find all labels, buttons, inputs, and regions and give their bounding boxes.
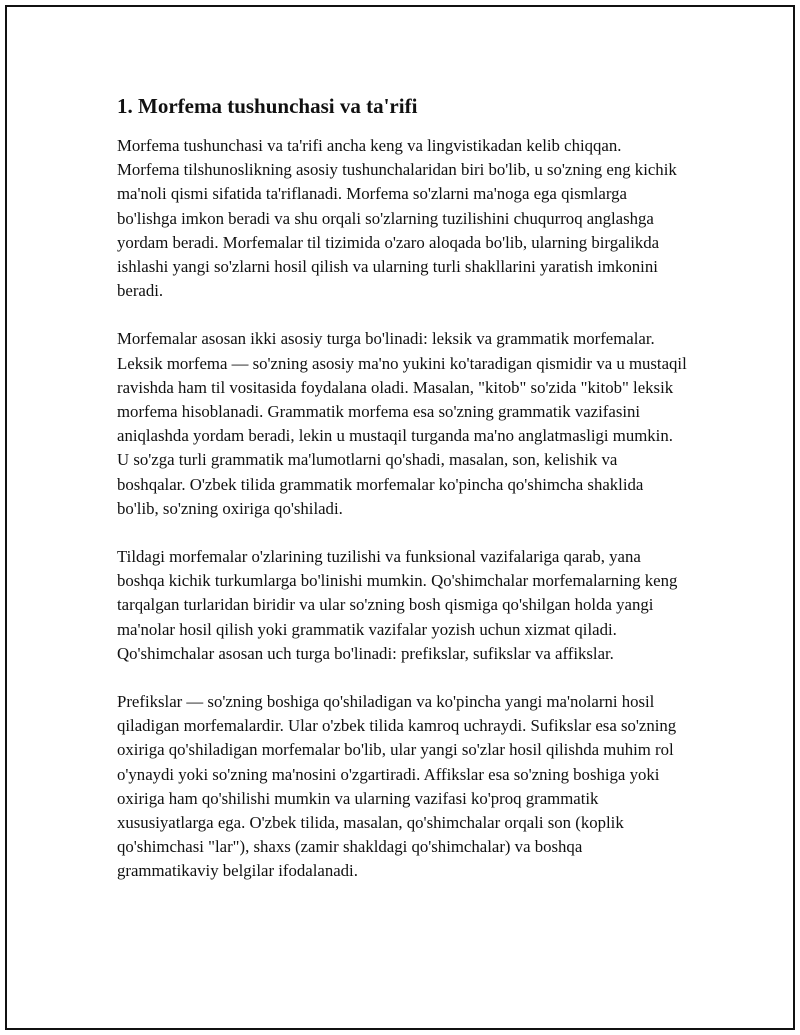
- section-heading: 1. Morfema tushunchasi va ta'rifi: [117, 94, 418, 118]
- paragraph-2: Morfemalar asosan ikki asosiy turga bo'linadi: leksik va grammatik morfemalar. Leksik morfema — so'zning asosiy ma'no yukini ko'taradigan qismidir va u mustaqil ravishda ham til vositasida foydalana oladi. Masalan, "kitob" so'zida "kitob" leksik morfema hisoblanadi. Grammatik morfema esa so'zning grammatik vazifasini aniqlashda yordam beradi, lekin u mustaqil turganda ma'no anglatmasligi mumkin. U so'zga turli grammatik ma'lumotlarni qo'shadi, masalan, son, kelishik va boshqalar. O'zbek tilida grammatik morfemalar ko'pincha qo'shimcha shaklida bo'lib, so'zning oxiriga qo'shiladi.: [117, 329, 687, 518]
- paragraph-4: Prefikslar — so'zning boshiga qo'shiladigan va ko'pincha yangi ma'nolarni hosil qiladigan morfemalardir. Ular o'zbek tilida kamroq uchraydi. Sufikslar esa so'zning oxiriga qo'shiladigan morfemalar bo'lib, ular yangi so'zlar hosil qilishda muhim rol o'ynaydi yoki so'zning ma'nosini o'zgartiradi. Affikslar esa so'zning boshiga yoki oxiriga ham qo'shilishi mumkin va ularning vazifasi ko'proq grammatik xususiyatlarga ega. O'zbek tilida, masalan, qo'shimchalar orqali son (koplik qo'shimchasi "lar"), shaxs (zamir shakldagi qo'shimchalar) va boshqa grammatikaviy belgilar ifodalanadi.: [117, 692, 677, 881]
- paragraph-3: Tildagi morfemalar o'zlarining tuzilishi va funksional vazifalariga qarab, yana boshqa kichik turkumlarga bo'linishi mumkin. Qo'shimchalar morfemalarning keng tarqalgan turlaridan biridir va ular so'zning bosh qismiga qo'shilgan holda yangi ma'nolar hosil qilish yoki grammatik vazifalar yozish uchun xizmat qiladi. Qo'shimchalar asosan uch turga bo'linadi: prefikslar, sufikslar va affikslar.: [117, 547, 678, 663]
- document-body: [117, 92, 687, 908]
- paragraph-1: Morfema tushunchasi va ta'rifi ancha keng va lingvistikadan kelib chiqqan. Morfema tilshunoslikning asosiy tushunchalaridan biri bo'lib, u so'zning eng kichik ma'noli qismi sifatida ta'riflanadi. Morfema so'zlarni ma'noga ega qismlarga bo'lishga imkon beradi va shu orqali so'zlarning tuzilishini chuqurroq anglashga yordam beradi. Morfemalar til tizimida o'zaro aloqada bo'lib, ularning birgalikda ishlashi yangi so'zlarni hosil qilish va ularning turli shakllarini yaratish imkonini beradi.: [117, 136, 677, 301]
